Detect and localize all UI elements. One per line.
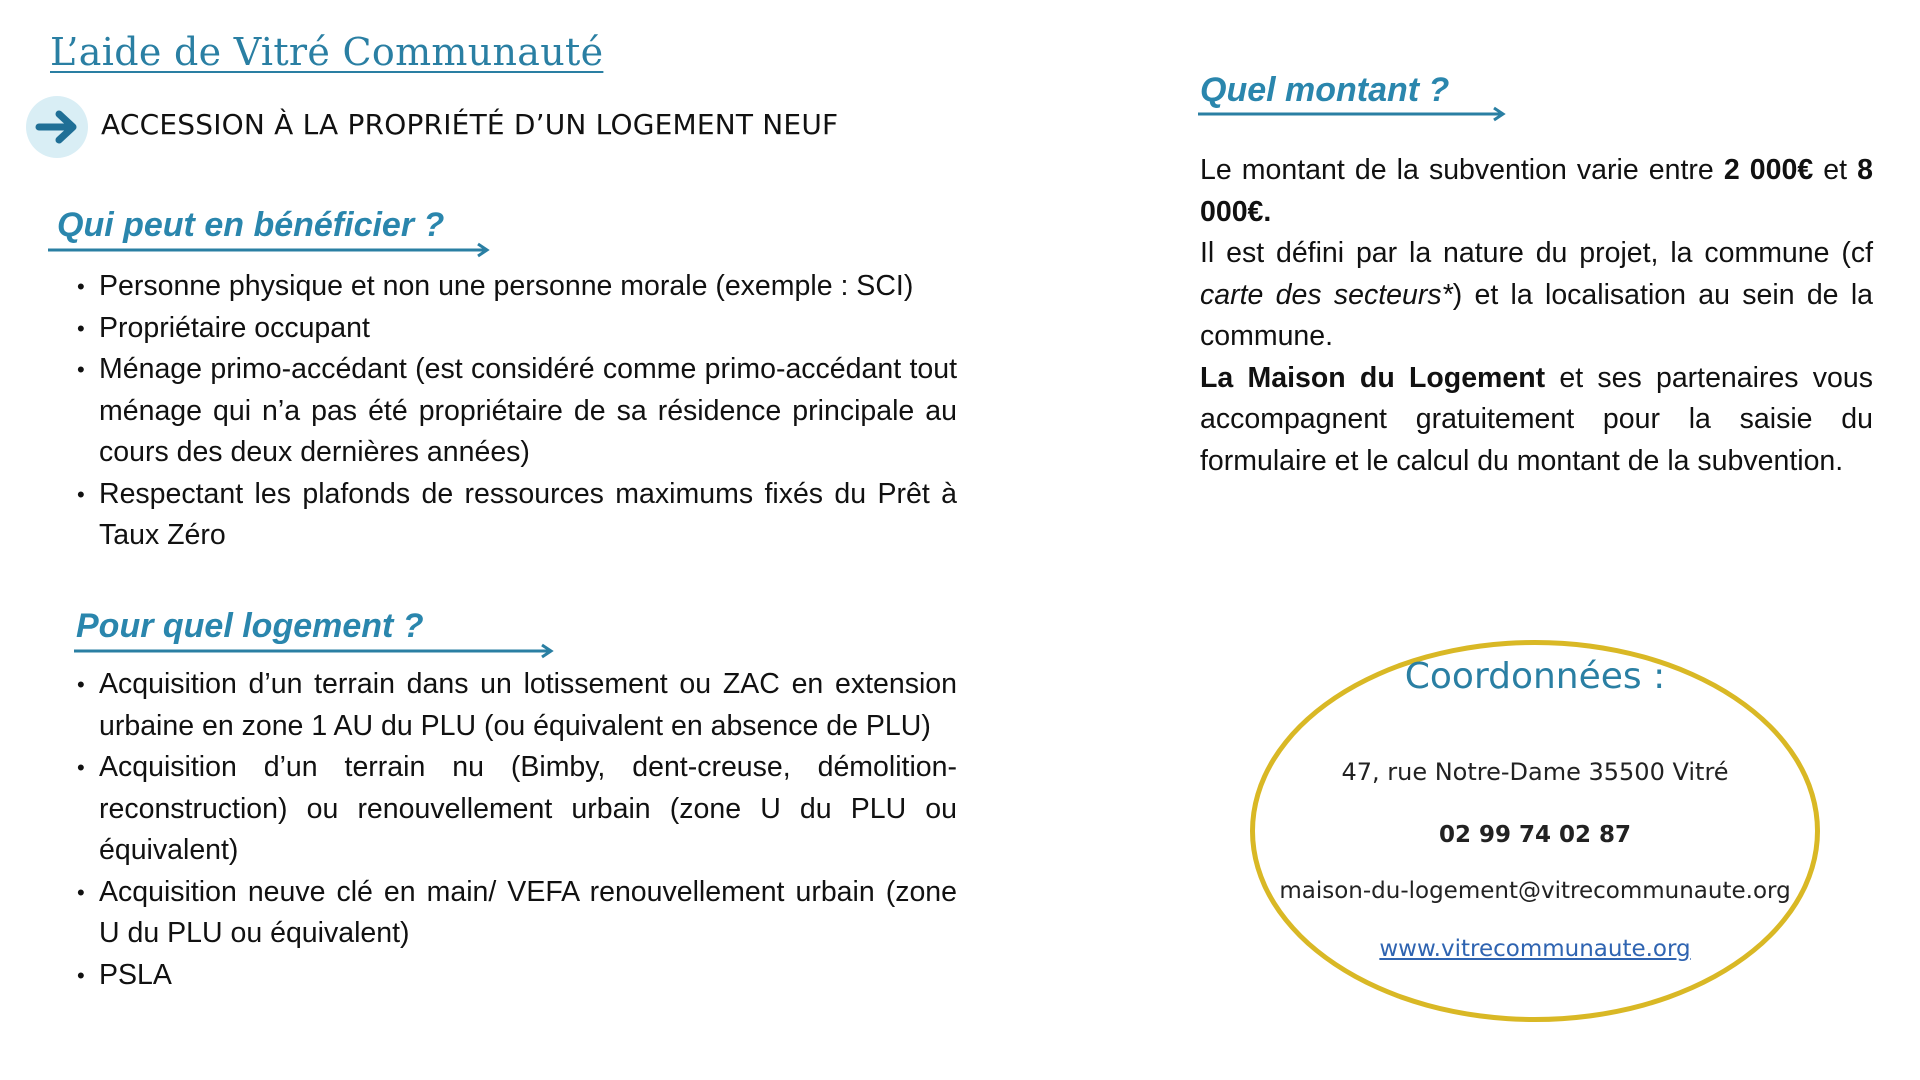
list-item: • PSLA bbox=[77, 958, 172, 991]
heading-underline-arrow-icon bbox=[48, 242, 493, 258]
amount-max: 8 000€. bbox=[1200, 154, 1874, 228]
eligibility-heading: Qui peut en bénéficier ? bbox=[57, 206, 445, 244]
list-item: • Acquisition d’un terrain nu (Bimby, dent-creuse, démolition-reconstruction) ou renouvellement urbain (zone U du PLU ou équivalent) bbox=[77, 751, 957, 866]
list-item: • Respectant les plafonds de ressources maximums fixés du Prêt à Taux Zéro bbox=[77, 477, 957, 551]
contact-email[interactable]: maison-du-logement@vitrecommunaute.org bbox=[1279, 878, 1791, 904]
page-subtitle: ACCESSION À LA PROPRIÉTÉ D’UN LOGEMENT NEUF bbox=[101, 108, 839, 141]
sector-map-reference: carte des secteurs* bbox=[1200, 278, 1453, 311]
page-title: L’aide de Vitré Communauté bbox=[50, 30, 604, 74]
contact-address: 47, rue Notre-Dame 35500 Vitré bbox=[1341, 758, 1729, 786]
contact-phone[interactable]: 02 99 74 02 87 bbox=[1438, 822, 1632, 848]
eligibility-list bbox=[77, 266, 957, 557]
list-item: • Propriétaire occupant bbox=[77, 311, 370, 344]
arrow-badge bbox=[26, 96, 88, 158]
housing-list bbox=[77, 664, 957, 996]
amount-min: 2 000€ bbox=[1723, 154, 1814, 186]
list-item: • Acquisition d’un terrain dans un lotissement ou ZAC en extension urbaine en zone 1 AU du PLU (ou équivalent en absence de PLU) bbox=[77, 668, 957, 742]
list-item: • Personne physique et non une personne morale (exemple : SCI) bbox=[77, 270, 914, 302]
list-item: • Ménage primo-accédant (est considéré comme primo-accédant tout ménage qui n’a pas été propriétaire de sa résidence principale au cours des deux dernières années) bbox=[77, 353, 957, 468]
list-item: • Acquisition neuve clé en main/ VEFA renouvellement urbain (zone U du PLU ou équivalent) bbox=[77, 875, 957, 949]
arrow-right-icon bbox=[33, 109, 81, 145]
amount-description: Le montant de la subvention varie entre 2 000€ et 8 000€. Il est défini par la nature du projet, la commune (cf carte des secteurs*) et la localisation au sein de la commune. La Maison du Logement et ses partenaires vous accompagnent gratuitement pour la saisie du formulaire et le calcul du montant de la subvention. bbox=[1200, 154, 1874, 477]
website-link[interactable]: www.vitrecommunaute.org bbox=[1379, 936, 1691, 962]
heading-underline-arrow-icon bbox=[74, 643, 558, 659]
contact-title: Coordonnées : bbox=[1404, 656, 1666, 697]
organization-name: La Maison du Logement bbox=[1200, 361, 1546, 394]
heading-underline-arrow-icon bbox=[1198, 106, 1510, 122]
housing-heading: Pour quel logement ? bbox=[76, 607, 424, 645]
amount-heading: Quel montant ? bbox=[1200, 71, 1450, 109]
